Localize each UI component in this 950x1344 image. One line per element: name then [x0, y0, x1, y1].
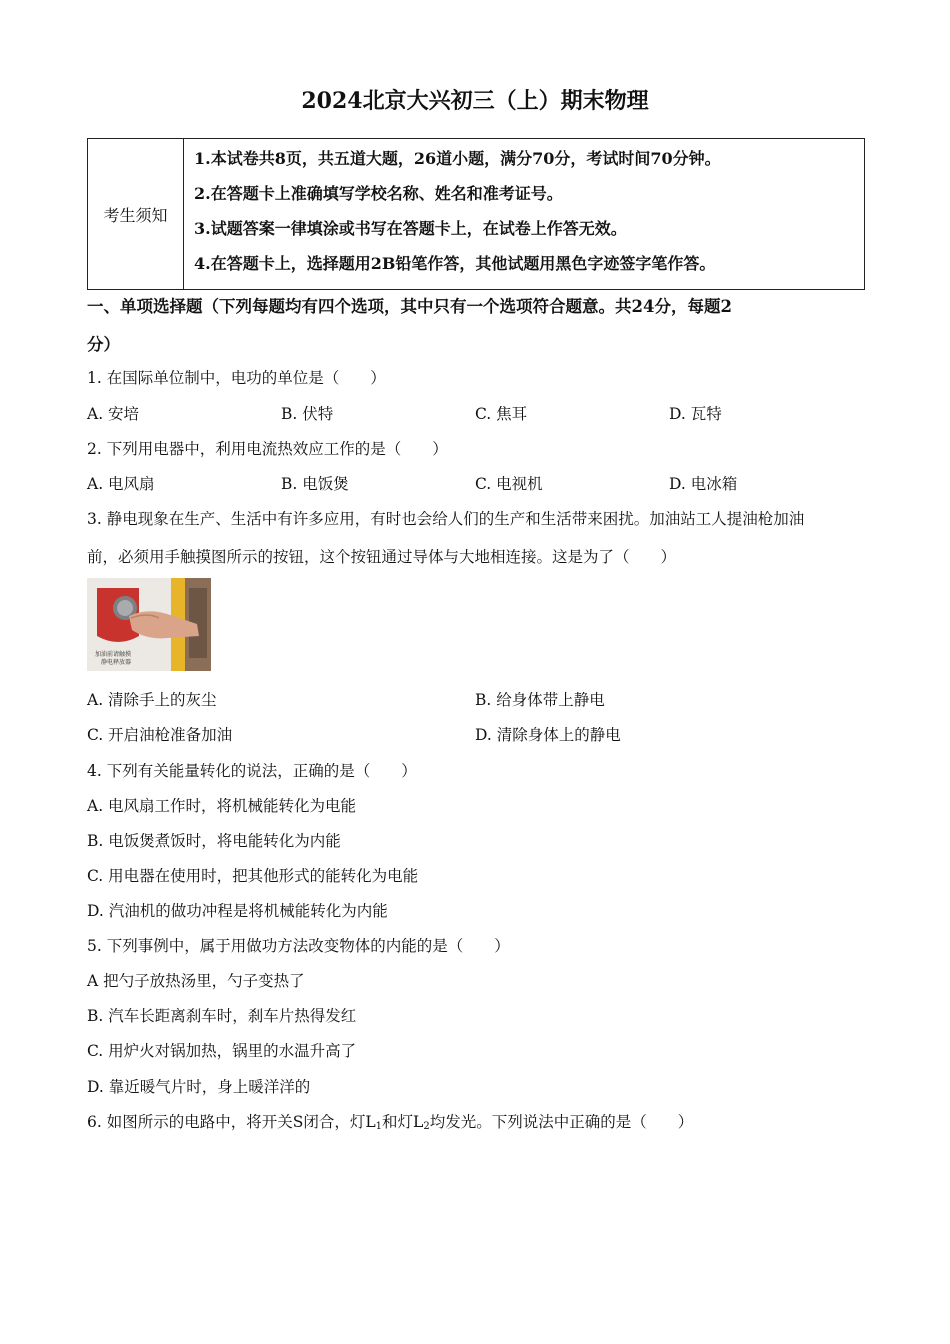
question-3-option-c: C. 开启油枪准备加油: [87, 726, 233, 744]
notice-rule-4: 4.在答题卡上，选择题用2B铅笔作答，其他试题用黑色字迹签字笔作答。: [194, 254, 716, 273]
static-button-photo: [87, 578, 211, 671]
photo-text-2: 静电释放器: [101, 659, 132, 666]
question-3-option-b: B. 给身体带上静电: [475, 691, 605, 709]
question-5-option-d: D. 靠近暖气片时，身上暖洋洋的: [87, 1078, 311, 1096]
question-3-stem: 3. 静电现象在生产、生活中有许多应用，有时也会给人们的生产和生活带来困扰。加油站工人提油枪加油: [87, 510, 805, 528]
question-6-stem: [87, 1110, 693, 1132]
section-heading: 一、单项选择题（下列每题均有四个选项，其中只有一个选项符合题意。共24分，每题2: [87, 297, 732, 316]
question-1-stem: 1. 在国际单位制中，电功的单位是（ ）: [87, 369, 386, 387]
notice-rule-3: 3.试题答案一律填涂或书写在答题卡上，在试卷上作答无效。: [194, 219, 627, 238]
notice-rules: [184, 139, 865, 290]
question-6-stem-b: 和灯L: [382, 1113, 424, 1131]
question-3-option-a: A. 清除手上的灰尘: [87, 691, 217, 709]
question-1-option-b: B. 伏特: [281, 405, 334, 423]
question-1-option-d: D. 瓦特: [669, 405, 722, 423]
question-3-stem-cont: 前，必须用手触摸图所示的按钮，这个按钮通过导体与大地相连接。这是为了（ ）: [87, 548, 677, 566]
section-heading-cont: 分）: [87, 335, 120, 354]
question-2-stem: 2. 下列用电器中，利用电流热效应工作的是（ ）: [87, 440, 448, 458]
question-5-option-a: A 把勺子放热汤里，勺子变热了: [87, 972, 305, 990]
question-4-stem: 4. 下列有关能量转化的说法，正确的是（ ）: [87, 762, 417, 780]
question-6-stem-c: 均发光。下列说法中正确的是（ ）: [429, 1113, 694, 1131]
notice-label: 考生须知: [88, 139, 184, 290]
question-4-option-a: A. 电风扇工作时，将机械能转化为电能: [87, 797, 357, 815]
question-1-option-a: A. 安培: [87, 405, 140, 423]
notice-table: [87, 138, 865, 290]
question-5-option-c: C. 用炉火对锅加热，锅里的水温升高了: [87, 1042, 357, 1060]
question-2-option-b: B. 电饭煲: [281, 475, 349, 493]
question-4-option-b: B. 电饭煲煮饭时，将电能转化为内能: [87, 832, 341, 850]
question-4-option-c: C. 用电器在使用时，把其他形式的能转化为电能: [87, 867, 419, 885]
question-6-stem-a: 6. 如图所示的电路中，将开关S闭合，灯L: [87, 1113, 376, 1131]
photo-text-1: 加油前请触摸: [95, 651, 132, 658]
question-3-option-d: D. 清除身体上的静电: [475, 726, 621, 744]
photo-illustration: [87, 578, 211, 671]
page-title: 2024北京大兴初三（上）期末物理: [301, 88, 649, 114]
question-6-sub-2: 2: [423, 1121, 430, 1132]
notice-rule-2: 2.在答题卡上准确填写学校名称、姓名和准考证号。: [194, 184, 563, 203]
question-2-option-d: D. 电冰箱: [669, 475, 738, 493]
question-2-option-c: C. 电视机: [475, 475, 543, 493]
question-5-option-b: B. 汽车长距离刹车时，刹车片热得发红: [87, 1007, 357, 1025]
question-6-sub-1: 1: [375, 1121, 383, 1132]
notice-rule-1: 1.本试卷共8页，共五道大题，26道小题，满分70分，考试时间70分钟。: [194, 149, 721, 168]
question-2-option-a: A. 电风扇: [87, 475, 155, 493]
question-4-option-d: D. 汽油机的做功冲程是将机械能转化为内能: [87, 902, 388, 920]
question-5-stem: 5. 下列事例中，属于用做功方法改变物体的内能的是（ ）: [87, 937, 510, 955]
question-1-option-c: C. 焦耳: [475, 405, 528, 423]
